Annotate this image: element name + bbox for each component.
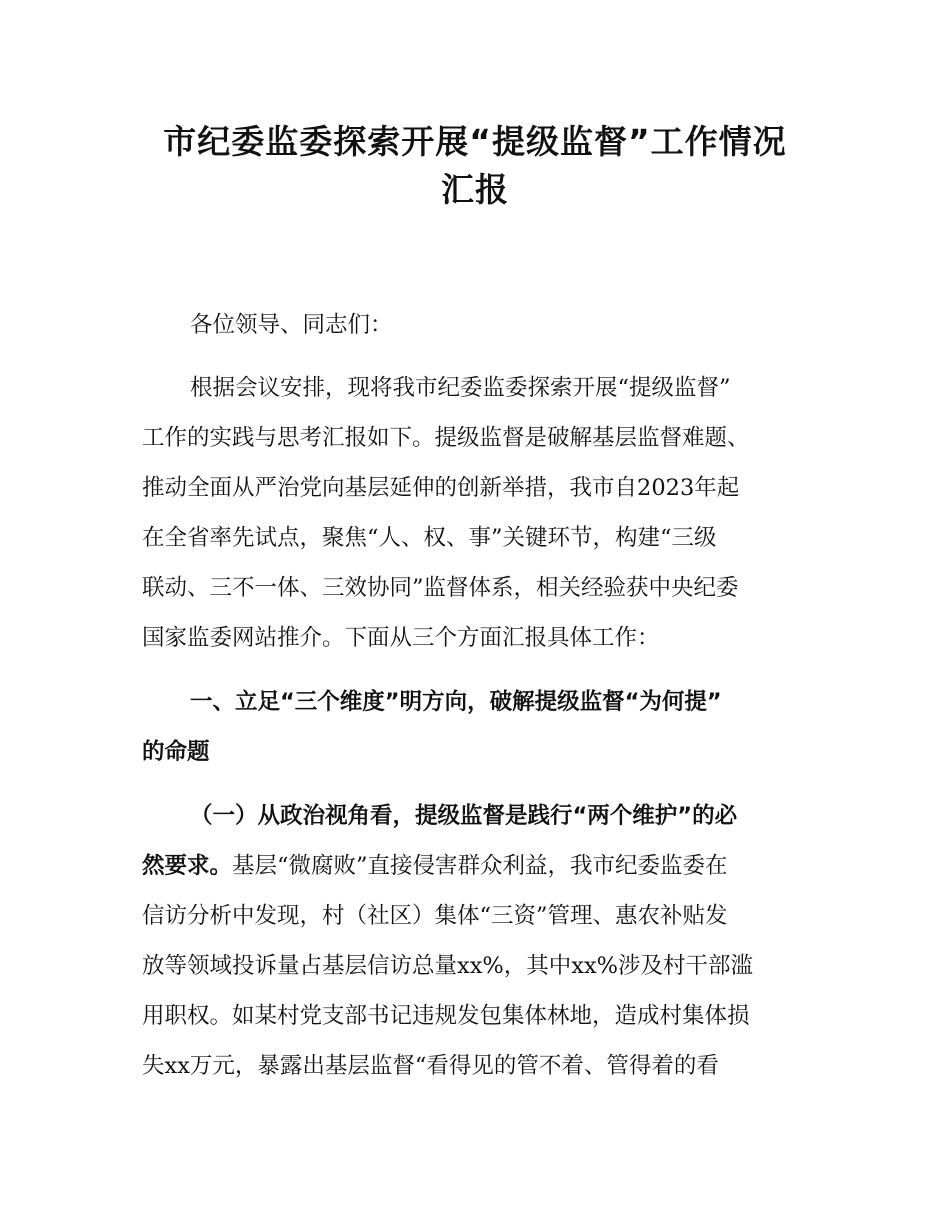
- salutation: 各位领导、同志们：: [190, 312, 393, 338]
- document-title-continued: 汇报: [441, 170, 509, 209]
- subsection-1-line-6: 失xx万元，暴露出基层监督“看得见的管不着、管得着的看: [142, 1053, 719, 1079]
- intro-line-4: 在全省率先试点，聚焦“人、权、事”关键环节，构建“三级: [142, 525, 717, 551]
- subsection-1-heading: （一）从政治视角看，提级监督是践行“两个维护”的必: [190, 803, 738, 829]
- document-title: 市纪委监委探索开展“提级监督”工作情况: [163, 122, 787, 161]
- intro-line-6: 国家监委网站推介。下面从三个方面汇报具体工作：: [142, 625, 660, 651]
- subsection-1-line-2-text: 基层“微腐败”直接侵害群众利益，我市纪委监委在: [232, 853, 728, 879]
- intro-line-3: 推动全面从严治党向基层延伸的创新举措，我市自2023年起: [142, 475, 740, 501]
- intro-line-2: 工作的实践与思考汇报如下。提级监督是破解基层监督难题、: [142, 425, 750, 451]
- subsection-1-line-4: 放等领域投诉量占基层信访总量xx%，其中xx%涉及村干部滥: [142, 953, 754, 979]
- section-1-heading: 一、立足“三个维度”明方向，破解提级监督“为何提”: [190, 689, 722, 715]
- subsection-1-heading-end: 然要求。: [142, 853, 233, 879]
- subsection-1-line-2: [142, 841, 822, 891]
- subsection-1-line-5: 用职权。如某村党支部书记违规发包集体林地，造成村集体损: [142, 1003, 750, 1029]
- intro-line-5: 联动、三不一体、三效协同”监督体系，相关经验获中央纪委: [142, 575, 739, 601]
- subsection-1-line-3: 信访分析中发现，村（社区）集体“三资”管理、惠农补贴发: [142, 903, 728, 929]
- section-1-heading-continued: 的命题: [142, 739, 210, 765]
- intro-line-1: 根据会议安排，现将我市纪委监委探索开展“提级监督”: [190, 375, 731, 401]
